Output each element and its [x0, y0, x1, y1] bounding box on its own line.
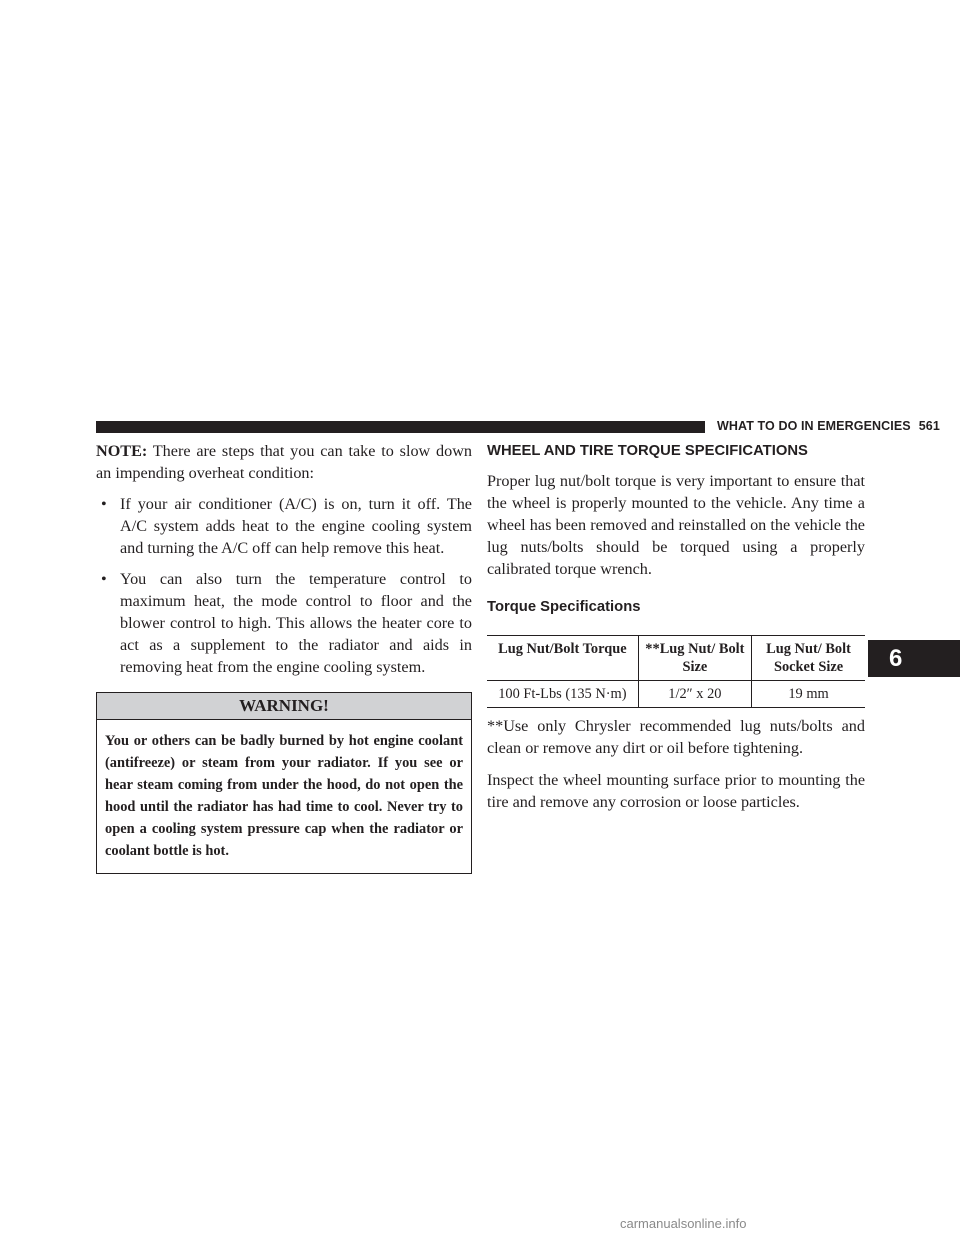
table-header-cell: Lug Nut/ Bolt Socket Size [752, 636, 865, 681]
note-paragraph [96, 440, 472, 484]
table-cell: 100 Ft-Lbs (135 N·m) [487, 681, 638, 708]
list-item [96, 568, 472, 678]
right-column [487, 440, 865, 813]
bullet-icon: • [101, 570, 107, 588]
note-text: There are steps that you can take to slow down an impending overheat condition: [96, 442, 472, 482]
bullet-text: You can also turn the temperature control to maximum heat, the mode control to floor and the blower control to high. This allows the heater core to act as a supplement to the radiator and aids in removing heat from the engine cooling system. [120, 570, 472, 676]
chapter-tab [868, 640, 960, 677]
running-header [717, 419, 940, 433]
section-title: WHEEL AND TIRE TORQUE SPECIFICATIONS [487, 443, 808, 459]
table-cell: 19 mm [752, 681, 865, 708]
bullet-text: If your air conditioner (A/C) is on, turn it off. The A/C system adds heat to the engine cooling system and turning the A/C off can help remove this heat. [120, 495, 472, 557]
table-row [487, 681, 865, 708]
torque-table [487, 635, 865, 708]
header-title: WHAT TO DO IN EMERGENCIES [717, 419, 911, 433]
bullet-icon: • [101, 495, 107, 513]
footnote: **Use only Chrysler recommended lug nuts/bolts and clean or remove any dirt or oil before tightening. [487, 717, 865, 757]
list-item [96, 493, 472, 559]
table-header-cell: **Lug Nut/ Bolt Size [638, 636, 751, 681]
table-header-row [487, 636, 865, 681]
header-rule [96, 421, 705, 433]
left-column [96, 440, 472, 874]
subsection-title: Torque Specifications [487, 599, 641, 615]
intro-paragraph: Proper lug nut/bolt torque is very important to ensure that the wheel is properly mounted to the vehicle. Any time a wheel has been removed and reinstalled on the vehicle the lug nuts/bolts should be torqued using a properly calibrated torque wrench. [487, 472, 865, 578]
page-number: 561 [918, 419, 940, 433]
inspect-paragraph: Inspect the wheel mounting surface prior to mounting the tire and remove any corrosion or loose particles. [487, 771, 865, 811]
chapter-number: 6 [889, 645, 903, 672]
bullet-list [96, 493, 472, 678]
warning-box [96, 692, 472, 874]
note-label: NOTE: [96, 442, 148, 460]
table-header-cell: Lug Nut/Bolt Torque [487, 636, 638, 681]
table-cell: 1/2″ x 20 [638, 681, 751, 708]
watermark: carmanualsonline.info [620, 1216, 747, 1231]
warning-text: You or others can be badly burned by hot engine coolant (antifreeze) or steam from your radiator. If you see or hear steam coming from under the hood, do not open the hood until the radiator has had time to cool. Never try to open a cooling system pressure cap when the radiator or coolant bottle is hot. [105, 733, 463, 859]
warning-title: WARNING! [97, 693, 471, 720]
